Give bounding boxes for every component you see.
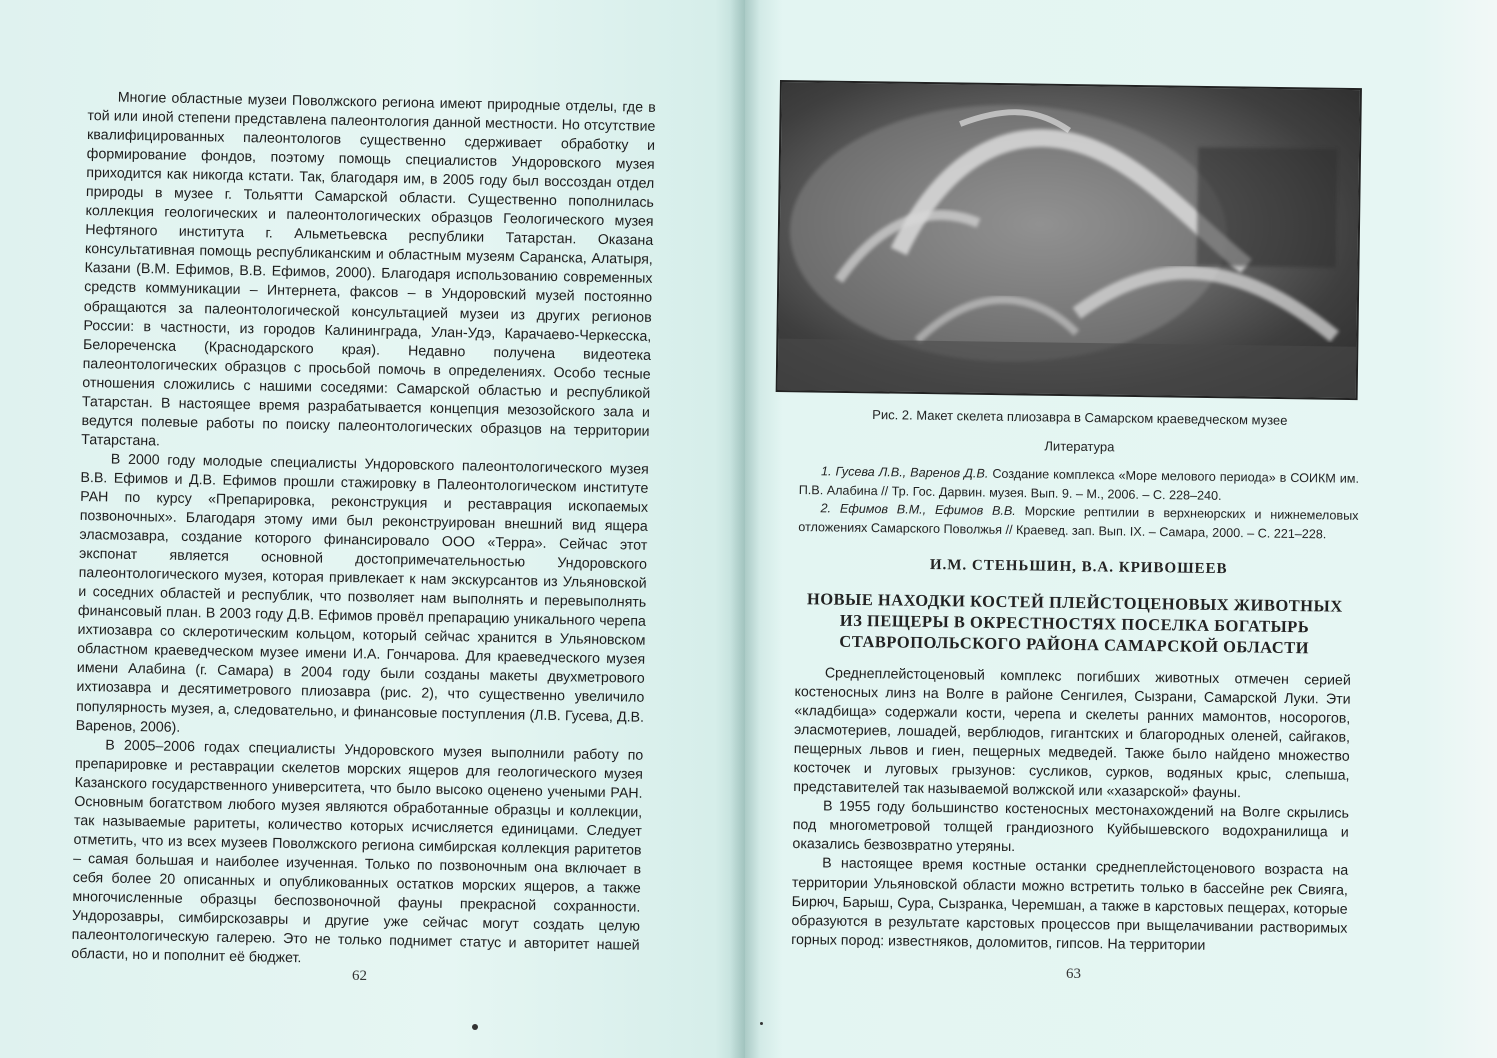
article-title-line: НОВЫЕ НАХОДКИ КОСТЕЙ ПЛЕЙСТОЦЕНОВЫХ ЖИВОТНЫХ [806,589,1343,616]
article-authors: И.М. СТЕНЬШИН, В.А. КРИВОШЕЕВ [929,557,1228,578]
right-page-text [791,664,1351,957]
article-title-line: ИЗ ПЕЩЕРЫ В ОКРЕСТНОСТЯХ ПОСЕЛКА БОГАТЫРЬ [839,610,1310,637]
scan-speck [760,1022,763,1025]
literature-heading: Литература [1044,438,1115,455]
article-title [789,588,1360,659]
right-paragraph-3: В настоящее время костные останки среднеплейстоценового возраста на территории Ульяновской области можно встретить только в бассейне рек Свияга, Бирюч, Барыш, Сура, Сызранка, Черемшан, а также в карстовых пещерах, которые образуются в результате карстовых процессов при выщелачивании растворимых горных пород: известняков, доломитов, гипсов. На территории [791,855,1349,954]
left-page-text [71,88,656,975]
reference-item [798,499,1358,544]
left-page [0,0,745,1058]
left-paragraph-1: Многие областные музеи Поволжского региона имеют природные отделы, где в той или иной степени представлена палеонтология данной местности. Но отсутствие квалифицированных палеонтологов существенно сдерживает обработку и формирование фондов, поэтому помощь специалистов Ундоровского музея приходится как никогда кстати. Так, благодаря им, в 2005 году был воссоздан отдел природы в музее г. Тольятти Самарской области. Существенно пополнилась коллекция геологических и палеонтологических образцов Геологического музея Нефтяного института г. Альметьевска республики Татарстан. Оказана консультативная помощь республиканским и областным музеям Саранска, Алатыря, Казани (В.М. Ефимов, В.В. Ефимов, 2000). Благодаря использованию современных средств коммуникации – Интернета, факсов – в Ундоровский музей постоянно обращаются за палеонтологической консультацией музеи из других регионов России: в частности, из городов Калининграда, Улан-Удэ, Карачаево-Черкесска, Белореченска (Краснодарского края). Недавно получена видеотека палеонтологических образцов с просьбой помочь в определениях. Особо тесные отношения сложились с нашими соседями: Самарской областью и республикой Татарстан. В настоящее время разрабатывается концепция мезозойского зала и ведутся полевые работы по поиску палеонтологических образцов на территории Татарстана. [81,89,656,450]
reference-authors: 2. Ефимов В.М., Ефимов В.В. [820,501,1016,519]
skeleton-illustration [778,82,1360,398]
right-paragraph-1: Среднеплейстоценовый комплекс погибших животных отмечен серией костеносных линз на Волге в районе Сенгилея, Сызрани, Самарской Луки. Эти «кладбища» содержали кости, черепа и скелеты ранних мамонтов, носорогов, эласмотериев, лошадей, верблюдов, гигантских и благородных оленей, сайгаков, пещерных львов и гиен, пещерных медведей. Также было найдено множество косточек и луговых грызунов: сусликов, сурков, водяных крыс, слепыша, представителей так называемой волжской или «хазарской» фауны. [793,665,1351,802]
book-gutter [730,0,760,1058]
right-page-number: 63 [1066,966,1081,982]
right-paragraph-2: В 1955 году большинство костеносных местонахождений на Волге скрылись под многометровой толщей грандиозного Куйбышевского водохранилища и оказались безвозвратно утеряны. [792,798,1350,856]
reference-list [798,462,1359,544]
article-title-line: СТАВРОПОЛЬСКОГО РАЙОНА САМАРСКОЙ ОБЛАСТИ [839,631,1310,658]
figure-caption: Рис. 2. Макет скелета плиозавра в Самарском краеведческом музее [872,407,1288,428]
figure-and-literature [798,404,1360,544]
left-paragraph-3: В 2005–2006 годах специалисты Ундоровского музея выполнили работу по препарировке и реставрации скелетов морских ящеров для геологического музея Казанского государственного университета, что было высоко оценено учеными РАН. Основным богатством любого музея являются обработанные образцы и коллекции, так называемые раритеты, количество которых исчисляется единицами. Следует отметить, что из всех музеев Поволжского региона симбирская коллекция раритетов – самая большая и наиболее изученная. Только по позвоночным она включает в себя более 20 описанных и опубликованных остатков морских ящеров, а также многочисленные образцы беспозвоночной фауны прекрасной сохранности. Ундорозавры, симбирскозавры и другие уже сейчас могут создать целую палеонтологическую галерею. Это не только поднимет статус и авторитет нашей области, но и пополнит её бюджет. [71,737,644,967]
scan-speck [472,1024,478,1030]
plesiosaur-skeleton-photo [776,80,1362,400]
left-page-number: 62 [352,968,367,984]
reference-authors: 1. Гусева Л.В., Варенов Д.В. [820,464,989,481]
reference-text: Создание комплекса «Море мелового периода» в СОИКМ им. П.В. Алабина // Тр. Гос. Дарвин. музея. Вып. 9. – М., 2006. – С. 228–240. [798,466,1360,503]
reference-text: Морские рептилии в верхнеюрских и нижнемеловых отложениях Самарского Поволжья // Краевед. зап. Вып. IX. – Самара, 2000. – С. 221–228. [798,504,1359,541]
left-paragraph-2: В 2000 году молодые специалисты Ундоровского палеонтологического музея В.В. Ефимов и Д.В. Ефимов прошли стажировку в Палеонтологическом институте РАН по курсу «Препарировка, реконструкция и реставрация ископаемых позвоночных». Благодаря этому ими был реконструирован внешний вид ящера эласмозавра, создание которого финансировало ООО «Терра». Сейчас этот экспонат является основной достопримечательностью Ундоровского палеонтологического музея, которая привлекает к нам экскурсантов из Ульяновской и соседних областей и республик, что позволяет нам выполнять и перевыполнять финансовый план. В 2003 году Д.В. Ефимов провёл препарацию уникального черепа ихтиозавра со склеротическим кольцом, который сейчас хранится в Ульяновском областном краеведческом музее имени И.А. Гончарова. Для краеведческого музея имени Алабина (г. Самара) в 2004 году были созданы макеты двухметрового ихтиозавра и десятиметрового плиозавра (рис. 2), что существенно увеличило популярность музея, а, следовательно, и финансовые поступления (Л.В. Гусева, Д.В. Варенов, 2006). [75,451,649,736]
